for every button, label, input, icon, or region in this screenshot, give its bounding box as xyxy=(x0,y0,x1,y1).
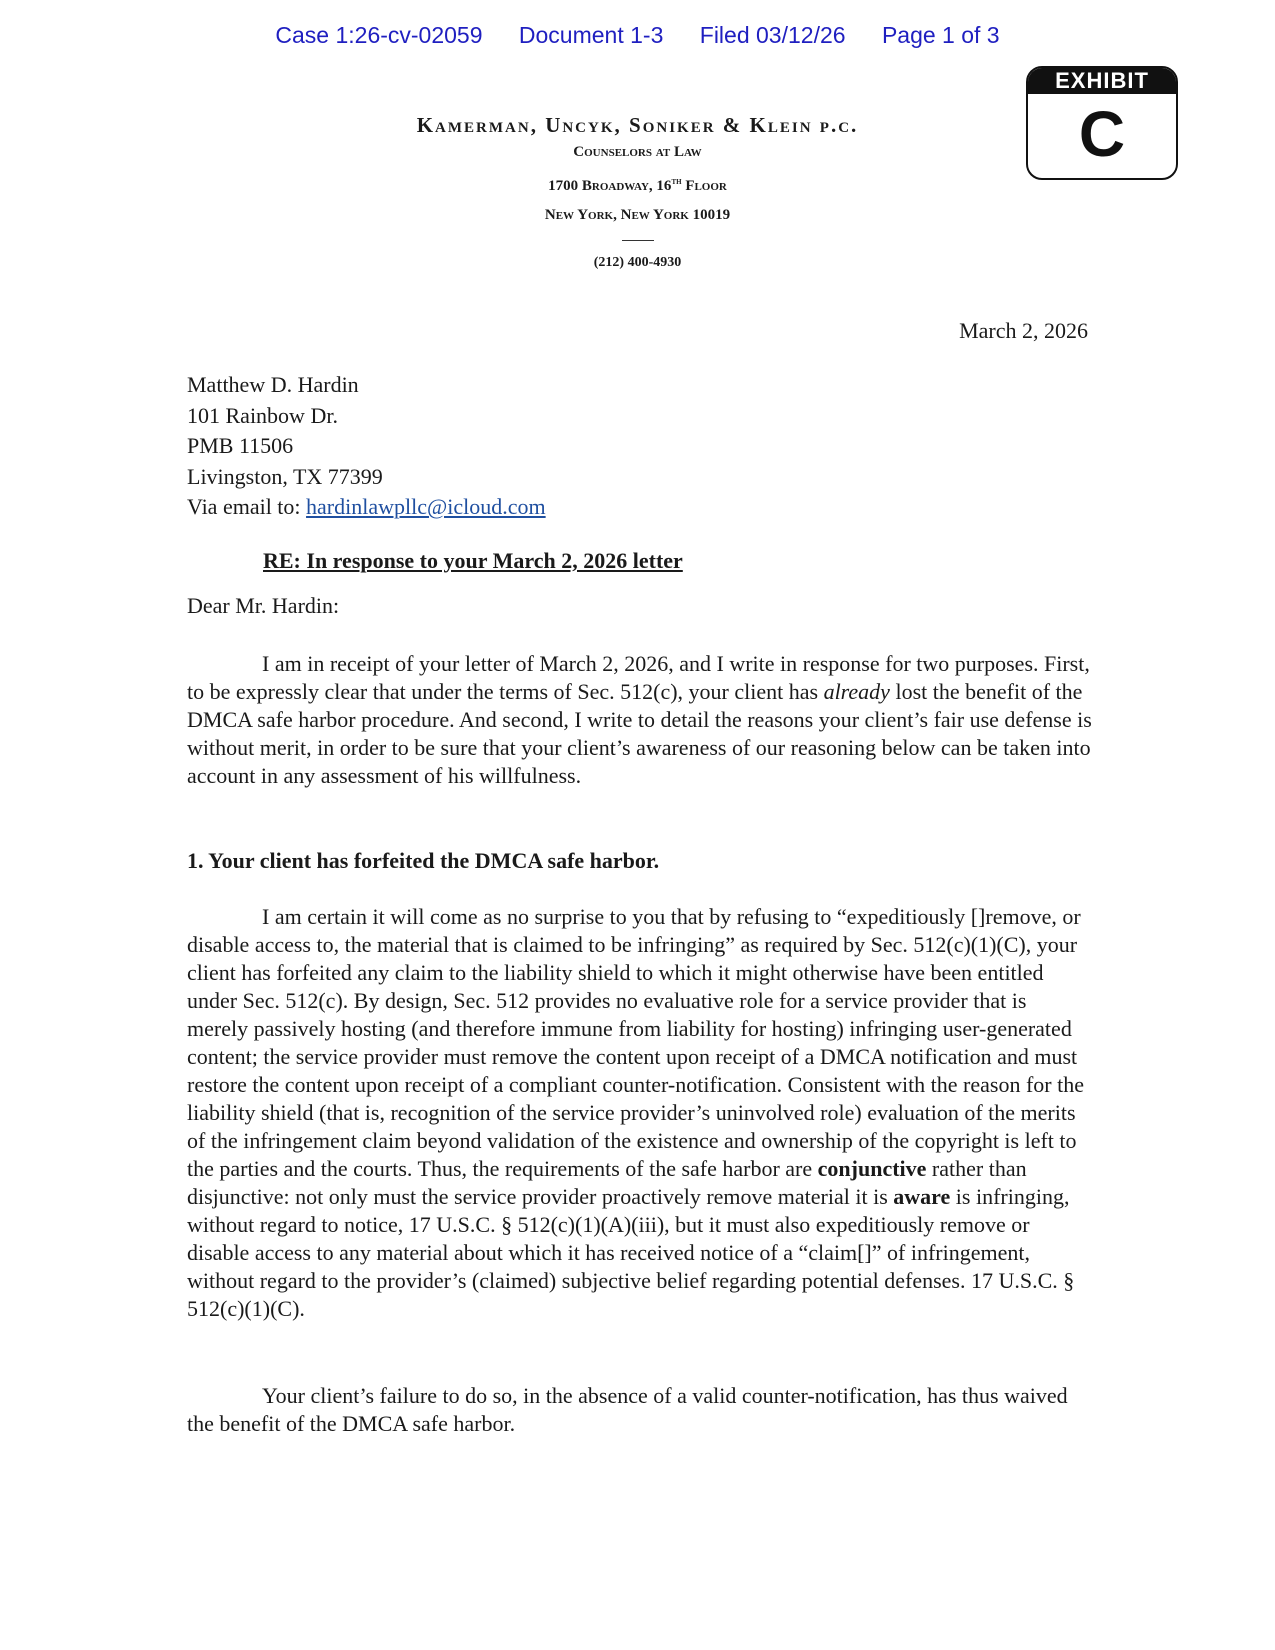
document-number: Document 1-3 xyxy=(518,22,664,48)
p2-text-b: rather than disjunctive: not only must the service provider proactively remove material it is xyxy=(187,1156,1027,1209)
paragraph-2 xyxy=(187,903,1092,1323)
firm-subtitle: Counselors at Law xyxy=(573,144,702,160)
filed-date: Filed 03/12/26 xyxy=(699,22,846,48)
p1-text-a: I am in receipt of your letter of March 2, 2026, and I write in response for two purposes. First, to be expressly clear that under the terms of Sec. 512(c), your client has xyxy=(187,651,1090,704)
salutation: Dear Mr. Hardin: xyxy=(187,593,340,618)
page-number: Page 1 of 3 xyxy=(881,22,1000,48)
p2-bold-aware: aware xyxy=(893,1184,951,1209)
firm-city: New York, New York 10019 xyxy=(544,207,731,223)
case-number: Case 1:26-cv-02059 xyxy=(275,22,483,48)
p2-text-c: is infringing, without regard to notice, 17 U.S.C. § 512(c)(1)(A)(iii), but it must also expeditiously remove or disable access to any material about which it has received notice of a “claim[]” of infringement, without regard to the provider’s (claimed) subjective belief regarding potential defenses. 17 U.S.C. § 512(c)(1)(C). xyxy=(187,1184,1075,1321)
firm-street-prefix: 1700 Broadway, 16 xyxy=(548,178,672,194)
recipient-email-line xyxy=(187,492,546,523)
p1-text-b: lost the benefit of the DMCA safe harbor procedure. And second, I write to detail the reasons your client’s fair use defense is without merit, in order to be sure that your client’s awareness of our reasoning below can be taken into account in any assessment of his willfulness. xyxy=(187,679,1092,788)
recipient-pmb: PMB 11506 xyxy=(187,433,294,458)
firm-name: Kamerman, Uncyk, Soniker & Klein p.c. xyxy=(416,113,859,137)
p2-bold-conjunctive: conjunctive xyxy=(817,1156,927,1181)
letterhead xyxy=(0,112,1275,273)
re-line: RE: In response to your March 2, 2026 letter xyxy=(263,548,683,573)
section-heading-1: 1. Your client has forfeited the DMCA safe harbor. xyxy=(187,848,660,873)
recipient-city: Livingston, TX 77399 xyxy=(187,463,383,489)
p2-text-a: I am certain it will come as no surprise to you that by refusing to “expeditiously []remove, or disable access to, the material that is claimed to be infringing” as required by Sec. 512(c)(1)(C), your client has forfeited any claim to the liability shield to which it might otherwise have been entitled under Sec. 512(c). By design, Sec. 512 provides no evaluative role for a service provider that is merely passively hosting (and therefore immune from liability for hosting) infringing user-generated content; the service provider must remove the content upon receipt of a DMCA notification and must restore the content upon receipt of a compliant counter-notification. Consistent with the reason for the liability shield (that is, recognition of the service provider’s uninvolved role) evaluation of the merits of the infringement claim beyond validation of the existence and ownership of the copyright is left to the parties and the courts. Thus, the requirements of the safe harbor are xyxy=(187,904,1085,1181)
letter-date: March 2, 2026 xyxy=(959,318,1088,343)
firm-street xyxy=(0,167,1275,201)
exhibit-letter: C xyxy=(1078,98,1126,170)
letterhead-divider xyxy=(622,240,654,241)
p3-text: Your client’s failure to do so, in the absence of a valid counter-notification, has thus waived the benefit of the DMCA safe harbor. xyxy=(187,1383,1068,1436)
firm-street-suffix: Floor xyxy=(681,178,727,194)
recipient-street: 101 Rainbow Dr. xyxy=(187,402,338,428)
exhibit-label: EXHIBIT xyxy=(1028,68,1176,94)
firm-street-sup: th xyxy=(671,176,682,187)
recipient-address xyxy=(187,370,546,523)
paragraph-3 xyxy=(187,1382,1092,1438)
p1-emphasis: already xyxy=(823,679,890,704)
case-header xyxy=(0,22,1275,49)
email-prefix: Via email to: xyxy=(187,494,307,519)
paragraph-1 xyxy=(187,650,1092,790)
firm-phone: (212) 400-4930 xyxy=(593,255,682,270)
email-link[interactable]: hardinlawpllc@icloud.com xyxy=(306,494,546,519)
recipient-name: Matthew D. Hardin xyxy=(187,372,359,397)
